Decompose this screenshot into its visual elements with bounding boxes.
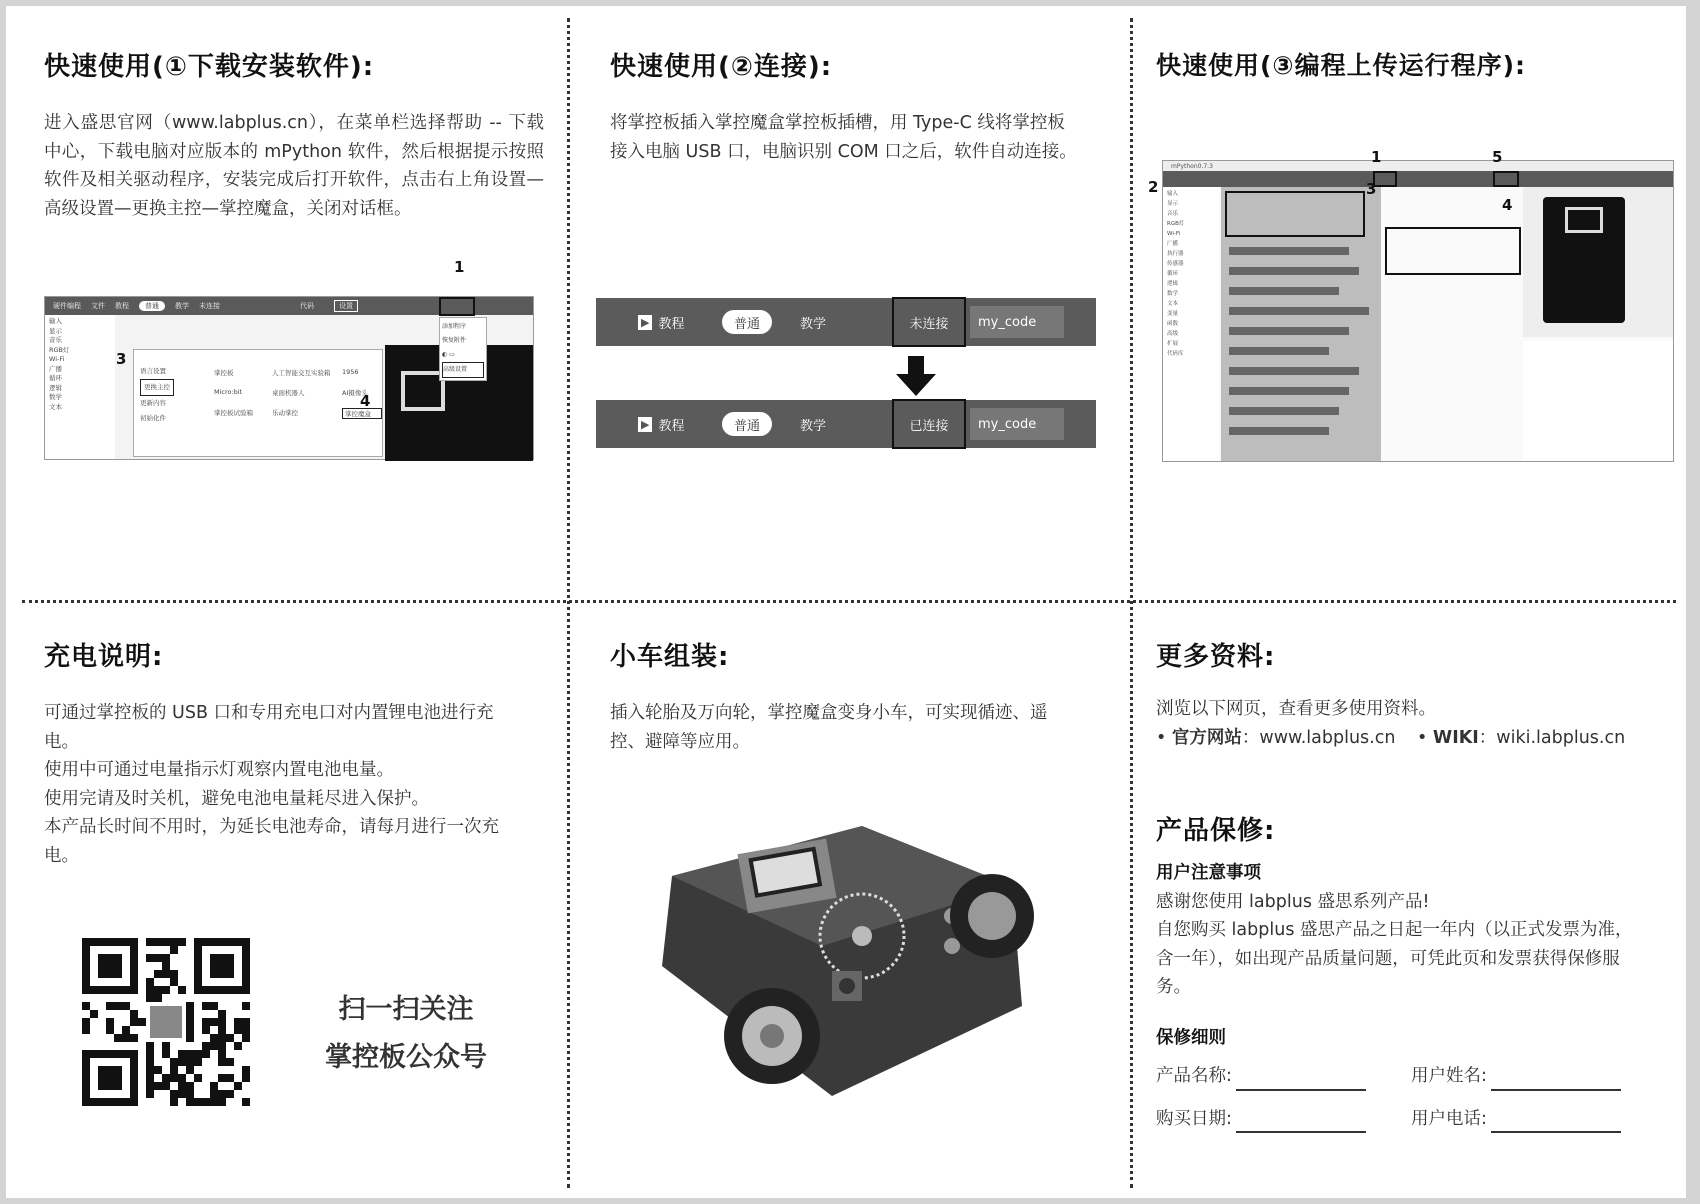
tutorial-button[interactable]: ▶ 教程 <box>638 400 684 448</box>
user-phone-field[interactable] <box>1491 1115 1621 1133</box>
code-name-field[interactable]: my_code <box>970 306 1064 338</box>
mark-1: 1 <box>1371 148 1382 166</box>
buy-date-field[interactable] <box>1236 1115 1366 1133</box>
sb-math[interactable]: 数学 <box>49 393 62 401</box>
warranty-line1: 感谢您使用 labplus 盛思系列产品! <box>1156 891 1430 912</box>
code-name-field[interactable]: my_code <box>970 408 1064 440</box>
dd-advanced[interactable]: 高级设置 <box>442 362 484 378</box>
qr-caption-line1: 扫一扫关注 <box>338 994 474 1025</box>
charge-line-3: 使用完请及时关机，避免电池电量耗尽进入保护。 <box>44 788 429 809</box>
user-name-label: 用户姓名: <box>1411 1066 1487 1086</box>
product-name-label: 产品名称: <box>1156 1066 1232 1086</box>
sb-logic[interactable]: 逻辑 <box>49 383 62 392</box>
charge-line-1: 可通过掌控板的 USB 口和专用充电口对内置锂电池进行充电。 <box>44 703 494 752</box>
notice-title: 用户注意事项 <box>1156 863 1261 883</box>
connect-bar-before <box>596 298 1096 346</box>
charge-body <box>44 699 522 870</box>
sb-music[interactable]: 音乐 <box>49 336 62 344</box>
normal-mode-toggle[interactable]: 普通 <box>722 310 772 334</box>
step3-screenshot <box>1162 160 1674 462</box>
app-name: 硬件编程 <box>53 302 81 310</box>
dd-add[interactable]: 添加程序 <box>442 323 467 330</box>
sb-text[interactable]: 文本 <box>49 402 62 411</box>
step2-body: 将掌控板插入掌控魔盒掌控板插槽，用 Type-C 线将掌控板接入电脑 USB 口，电脑识别 COM 口之后，软件自动连接。 <box>610 113 1077 162</box>
user-name-field[interactable] <box>1491 1073 1621 1091</box>
tutorial-button[interactable]: ▶ 教程 <box>638 298 684 346</box>
opt-microbit[interactable]: Micro:bit <box>214 388 243 396</box>
upload-highlight <box>1493 171 1519 187</box>
step3-title: 快速使用(③编程上传运行程序): <box>1156 51 1527 80</box>
mark-3: 3 <box>1366 180 1377 198</box>
charge-line-4: 本产品长时间不用时，为延长电池寿命，请每月进行一次充电。 <box>44 817 499 866</box>
fold-line-vertical-1 <box>567 18 570 1188</box>
opt-board[interactable]: 掌控板 <box>214 369 234 377</box>
car-panel <box>596 636 1106 1191</box>
mark-2: 2 <box>1148 178 1159 196</box>
buy-date-label: 购买日期: <box>1156 1108 1232 1129</box>
step1-screenshot <box>44 296 534 460</box>
step2-title: 快速使用(②连接): <box>610 52 833 82</box>
step1-body: 进入盛思官网（www.labplus.cn），在菜单栏选择帮助 -- 下载中心，下载电脑对应版本的 mPython 软件，然后根据提示按照软件及相关驱动程序，安装完成后打开软件，点击右上角设置—高级设置—更换主控—掌控魔盒，关闭对话框。 <box>44 113 544 219</box>
mark-1: 1 <box>454 258 465 276</box>
car-body: 插入轮胎及万向轮，掌控魔盒变身小车，可实现循迹、遥控、避障等应用。 <box>610 703 1048 752</box>
fold-line-vertical-2 <box>1130 18 1133 1188</box>
settings-dropdown: 添加程序 恢复附件 ◐ ▭ 高级设置 <box>439 317 487 381</box>
user-phone-label: 用户电话: <box>1411 1108 1487 1129</box>
product-name-field[interactable] <box>1236 1073 1366 1091</box>
qr-caption-line2: 掌控板公众号 <box>325 1042 487 1073</box>
block-flyout <box>1221 187 1381 461</box>
more-panel <box>1156 636 1686 1191</box>
more-body: 浏览以下网页，查看更多使用资料。 • 官方网站：www.labplus.cn • WIKI：wiki.labplus.cn <box>1156 695 1686 752</box>
warranty-title: 产品保修: <box>1156 816 1276 846</box>
car-image <box>652 806 1032 1106</box>
step3-sidebar: 输入 显示 音乐 RGB灯 Wi-Fi 广播 执行器 传感器 循环 逻辑 数学 文本 变量 函数 高级 扩展 代码库 <box>1163 187 1219 461</box>
manual-sheet <box>6 6 1686 1198</box>
menu-tutorial[interactable]: 教程 <box>115 302 129 310</box>
teach-mode-toggle[interactable]: 教学 <box>800 316 827 332</box>
connect-highlight <box>1373 171 1397 187</box>
wechat-qr-code <box>82 938 250 1106</box>
wiki-link[interactable]: wiki.labplus.cn <box>1496 727 1626 748</box>
sb-loop[interactable]: 循环 <box>49 374 62 382</box>
car-title: 小车组装: <box>610 642 730 672</box>
warranty-body <box>1156 859 1646 1133</box>
fold-line-horizontal <box>22 600 1676 603</box>
step2-panel <box>596 46 1106 566</box>
opt-board-box[interactable]: 掌控板试验箱 <box>214 409 253 417</box>
opt-ai-box[interactable]: 人工智能交互实验箱 <box>272 369 331 377</box>
repl-console <box>1523 341 1673 461</box>
mark-2: 2 <box>490 344 501 362</box>
code-workspace-highlight <box>1385 227 1521 275</box>
detail-title: 保修细则 <box>1156 1027 1226 1048</box>
sb-rgb[interactable]: RGB灯 <box>49 345 70 354</box>
mark-3: 3 <box>116 350 127 368</box>
opt-ai-camera[interactable]: AI摄像头 <box>342 389 368 397</box>
step3-toolbar <box>1163 171 1673 187</box>
charge-title: 充电说明: <box>44 642 164 672</box>
charge-panel <box>44 636 544 1191</box>
qr-caption <box>306 986 506 1082</box>
mark-4: 4 <box>360 392 371 410</box>
step1-panel <box>44 46 544 566</box>
dd-restore[interactable]: 恢复附件 <box>442 337 467 344</box>
connected-status[interactable]: 已连接 <box>892 399 966 449</box>
more-intro: 浏览以下网页，查看更多使用资料。 <box>1156 699 1436 719</box>
step1-title: 快速使用(①下载安装软件): <box>44 52 375 82</box>
dlg-init[interactable]: 初始化件 <box>140 414 166 422</box>
mode-teach[interactable]: 教学 <box>175 302 189 310</box>
opt-robot[interactable]: 桌面机器人 <box>272 389 305 397</box>
step1-sidebar <box>45 315 115 459</box>
normal-mode-toggle[interactable]: 普通 <box>722 412 772 436</box>
opt-magic-box[interactable]: 掌控魔盒 <box>342 408 382 419</box>
settings-highlight <box>439 297 475 316</box>
settings-button[interactable]: 设置 <box>334 300 358 312</box>
mark-4: 4 <box>1502 196 1513 214</box>
opt-1956[interactable]: 1956 <box>342 368 359 376</box>
settings-dialog <box>133 349 383 457</box>
warranty-form <box>1156 1062 1646 1133</box>
disconnected-status[interactable]: 未连接 <box>892 297 966 347</box>
simulator <box>1523 187 1673 337</box>
connect-status[interactable]: 未连接 <box>199 302 220 310</box>
sb-input[interactable]: 输入 <box>49 317 62 325</box>
sb-wifi[interactable]: Wi-Fi <box>49 355 65 363</box>
mode-normal[interactable]: 普通 <box>139 301 165 311</box>
warranty-line2: 自您购买 labplus 盛思产品之日起一年内（以正式发票为准，含一年），如出现产品质量问题，可凭此页和发票获得保修服务。 <box>1156 920 1633 997</box>
charge-line-2: 使用中可通过电量指示灯观察内置电池电量。 <box>44 760 394 780</box>
more-title: 更多资料: <box>1156 642 1276 672</box>
sb-broadcast[interactable]: 广播 <box>49 364 62 373</box>
sb-display[interactable]: 显示 <box>49 326 62 335</box>
opt-music[interactable]: 乐动掌控 <box>272 409 298 417</box>
step3-app-title: mPython0.7.3 <box>1163 161 1673 171</box>
connect-bar-after <box>596 400 1096 448</box>
teach-mode-toggle[interactable]: 教学 <box>800 418 827 434</box>
menu-code[interactable]: 代码 <box>300 302 314 310</box>
step3-panel <box>1148 46 1686 566</box>
dlg-language[interactable]: 语言设置 <box>140 367 166 375</box>
mark-5: 5 <box>1492 148 1503 166</box>
dlg-switch-main[interactable]: 更换主控 <box>140 379 174 396</box>
dlg-update[interactable]: 更新内容 <box>140 399 166 407</box>
menu-file[interactable]: 文件 <box>91 302 105 310</box>
site-link[interactable]: www.labplus.cn <box>1259 727 1396 748</box>
site-label: 官方网站 <box>1171 727 1242 748</box>
wiki-label: WIKI <box>1432 727 1479 748</box>
